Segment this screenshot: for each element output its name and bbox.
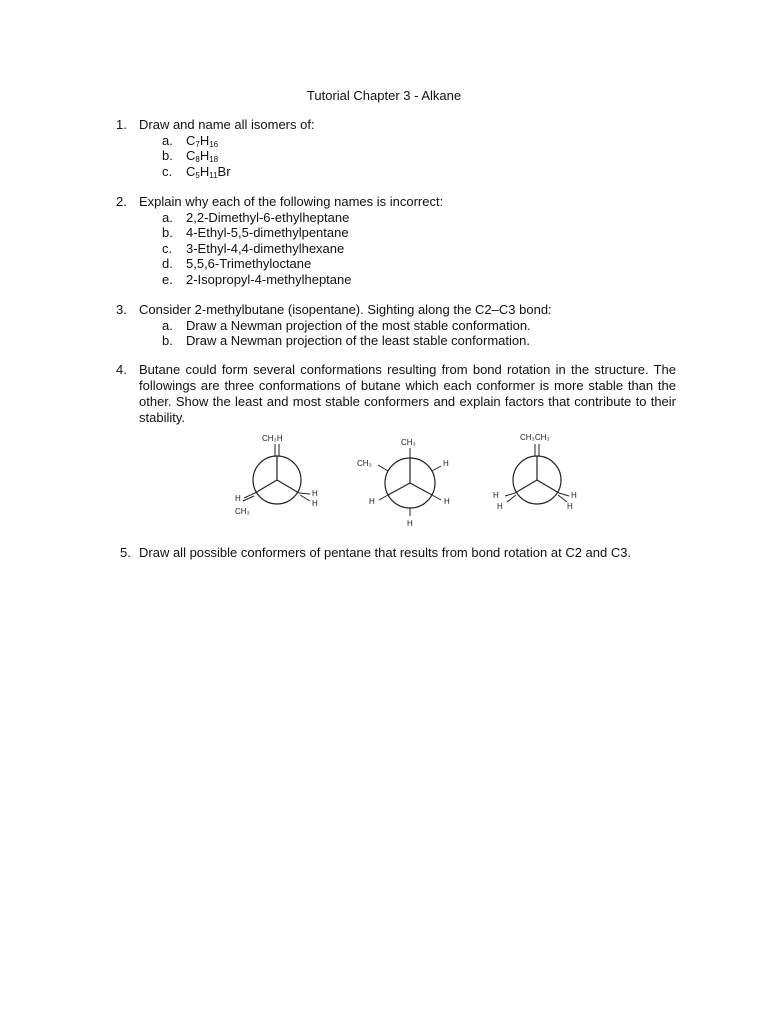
question-items (162, 318, 676, 349)
question-number: 4. (116, 362, 127, 377)
list-item: a. Draw a Newman projection of the most stable conformation. (162, 318, 531, 333)
question-4 (116, 362, 676, 426)
newman-projection-1 (235, 434, 318, 516)
question-1 (116, 117, 676, 179)
svg-text:CH₃CH₃: CH₃CH₃ (520, 433, 550, 442)
formula-item: a. $C_7H_{16}$ (162, 133, 219, 149)
svg-text:H: H (493, 491, 499, 500)
list-item: a. 2,2-Dimethyl-6-ethylheptane (162, 210, 350, 225)
formula-item: b. $C_8H_{18}$ (162, 148, 219, 165)
svg-text:CH₃: CH₃ (357, 459, 372, 468)
question-text: Explain why each of the following names is incorrect: (139, 194, 444, 209)
formula-item: c. $C_5H_{11}Br$ (162, 163, 231, 180)
question-text: Draw and name all isomers of: (139, 117, 315, 132)
svg-text:H: H (443, 459, 449, 468)
svg-text:H: H (369, 497, 375, 506)
question-text: Butane could form several conformations resulting from bond rotation in the structure. The followings are three conformations of butane which each conformer is more stable than the other. Show the least and most stable conformers and explain factors that contribute to their stability. (139, 362, 676, 425)
question-number: 5. (120, 545, 131, 560)
svg-text:H: H (235, 494, 241, 503)
question-number: 3. (116, 302, 127, 317)
svg-text:H: H (497, 502, 503, 511)
question-5 (120, 545, 720, 561)
newman-projection-3 (493, 433, 577, 511)
label-ch3h: CH₃H (262, 434, 283, 443)
svg-text:H: H (407, 519, 413, 528)
question-items (162, 210, 676, 287)
svg-text:H: H (312, 489, 318, 498)
list-item: c. 3-Ethyl-4,4-dimethylhexane (162, 240, 345, 256)
question-text: Draw all possible conformers of pentane that results from bond rotation at C2 and C3. (139, 545, 632, 560)
question-2 (116, 194, 676, 287)
svg-text:CH₃: CH₃ (401, 438, 416, 447)
question-items (162, 133, 676, 179)
question-number: 1. (116, 117, 127, 132)
question-3 (116, 302, 676, 349)
list-item: e. 2-Isopropyl-4-methylheptane (162, 271, 352, 287)
newman-projection-2 (357, 438, 450, 528)
svg-text:H: H (571, 491, 577, 500)
list-item: b. 4-Ethyl-5,5-dimethylpentane (162, 225, 349, 241)
svg-text:CH₃: CH₃ (235, 507, 250, 516)
page-title: Tutorial Chapter 3 - Alkane (306, 88, 462, 103)
newman-projections (220, 428, 590, 528)
list-item: d. 5,5,6-Trimethyloctane (162, 256, 312, 272)
svg-text:H: H (444, 497, 450, 506)
list-item: b. Draw a Newman projection of the least stable conformation. (162, 333, 530, 349)
question-text: Consider 2-methylbutane (isopentane). Sighting along the C2–C3 bond: (139, 302, 552, 317)
svg-text:H: H (312, 499, 318, 508)
question-number: 2. (116, 194, 127, 209)
svg-text:H: H (567, 502, 573, 511)
